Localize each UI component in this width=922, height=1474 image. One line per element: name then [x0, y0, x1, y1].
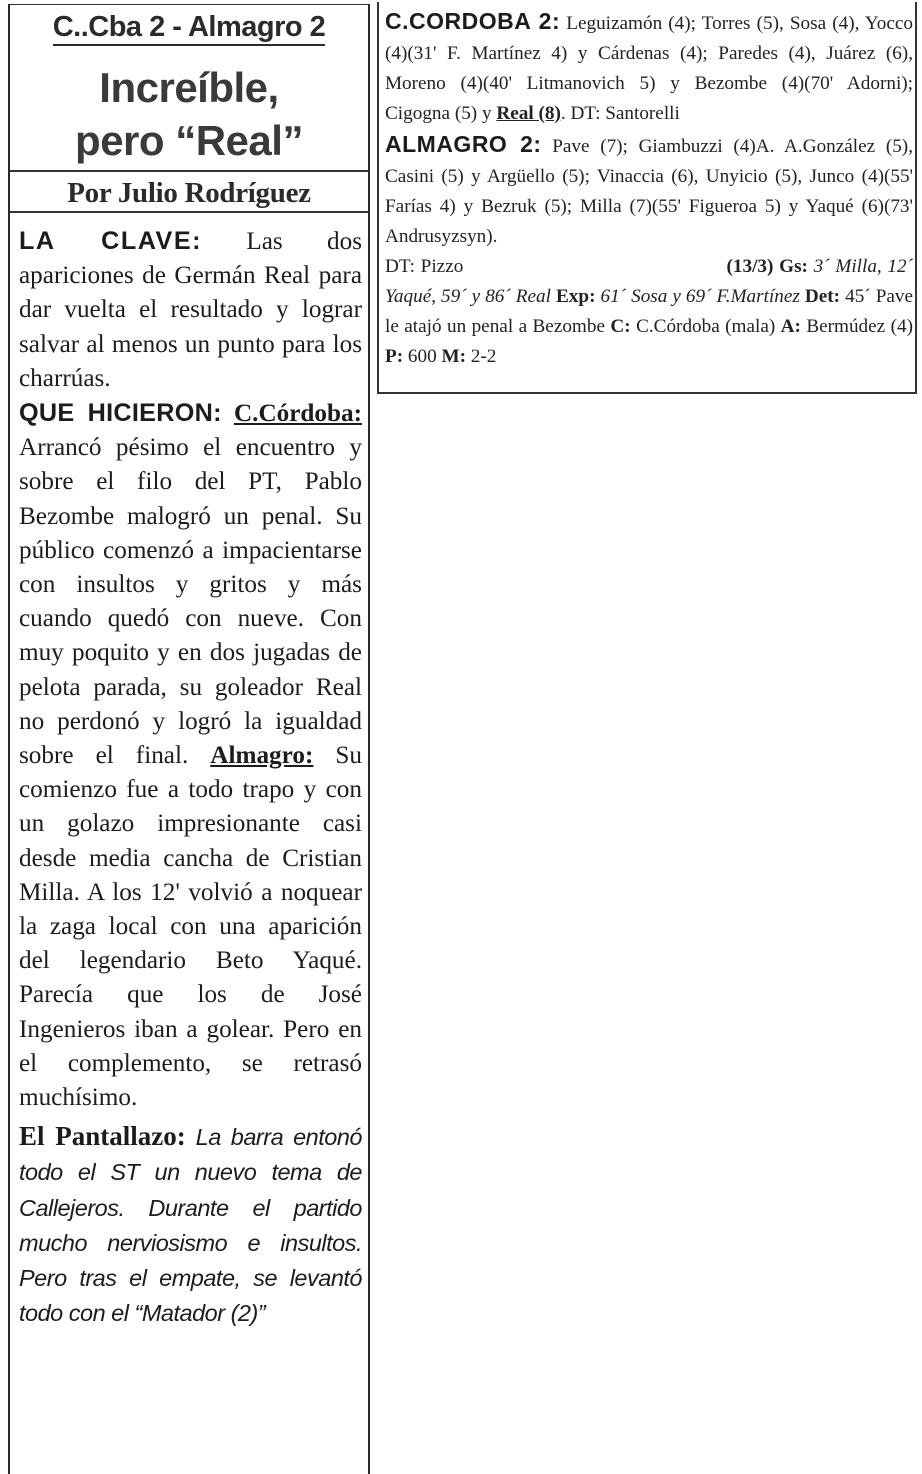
expulsions-text: 61´ Sosa y 69´ F.Martínez — [595, 286, 800, 307]
pantallazo-label: El Pantallazo: — [19, 1121, 186, 1152]
match-date: (13/3) — [726, 256, 774, 277]
team2-players: Pave (7); Giambuzzi (4)A. A.González (5), Casini (5) y Argüello (5); Vinaccia (6), Unyicio (5), Junco (4)(55' Farías 4) y Bezruk (5); Milla (7)(55' Figueroa 5) y Yaqué (6)(73' Andrusyzsyn). — [385, 136, 913, 247]
detail-text: 45´ Pave le atajó un penal a Bezombe — [385, 286, 914, 337]
team1-star-player: Real (8) — [496, 103, 561, 124]
detail-label: Det: — [804, 286, 841, 307]
clave-paragraph — [19, 224, 362, 396]
match-result-text: C..Cba 2 - Almagro 2 — [53, 11, 326, 46]
team2-lineup — [385, 129, 913, 252]
halftime-label: M: — [441, 346, 466, 367]
lineups-text — [385, 6, 913, 372]
byline: Por Julio Rodríguez — [10, 177, 368, 213]
team1-lineup — [385, 6, 913, 129]
team2-dt: DT: Pizzo — [385, 256, 464, 277]
referee-text: Bermúdez (4) — [800, 316, 913, 337]
hicieron-paragraph — [19, 396, 362, 1115]
team2-name: Almagro: — [210, 742, 314, 770]
match-details — [385, 252, 913, 372]
article-column — [8, 4, 370, 1474]
hicieron-label: QUE HICIERON: — [19, 399, 222, 428]
team2-text: Su comienzo fue a todo trapo y con un golazo impresionante casi desde media cancha de Cristian Milla. A los 12' volvió a noquear la zaga local con una aparición del legendario Beto Yaqué. Parecía que los de José Ingenieros iban a golear. Pero en el complemento, se retrasó muchísimo. — [19, 742, 362, 1112]
goals-label: Gs: — [779, 256, 808, 277]
referee-label: A: — [780, 316, 801, 337]
match-result-heading — [10, 13, 368, 42]
team2-lineup-label: ALMAGRO 2: — [385, 131, 542, 157]
headline-line-2: pero “Real” — [75, 117, 303, 164]
attendance-text: 600 — [403, 346, 442, 367]
team1-name: C.Córdoba: — [233, 400, 363, 428]
field-text: C.Córdoba (mala) — [630, 316, 781, 337]
headline-line-1: Increíble, — [99, 64, 279, 111]
expulsions-label: Exp: — [556, 286, 596, 307]
team1-dt: . DT: Santorelli — [560, 103, 680, 124]
pantallazo-paragraph — [19, 1119, 362, 1331]
field-label: C: — [610, 316, 631, 337]
halftime-text: 2-2 — [466, 346, 497, 367]
team1-text: Arrancó pésimo el encuentro y sobre el filo del PT, Pablo Bezombe malogró un penal. Su público comenzó a impacientarse con insultos y gritos y más cuando quedó con nueve. Con muy poquito y en dos jugadas de pelota parada, su goleador Real no perdonó y logró la igualdad sobre el final. — [19, 434, 362, 770]
goals-text: 3´ Milla, 12´ Yaqué, 59´ y 86´ Real — [385, 256, 914, 307]
team1-players: Leguizamón (4); Torres (5), Sosa (4), Yocco (4)(31' F. Martínez 4) y Cárdenas (4); Paredes (4), Juárez (6), Moreno (4)(40' Litmanovich 5) y Bezombe (4)(70' Adorni); Cigogna (5) y — [385, 13, 913, 124]
attendance-label: P: — [385, 346, 404, 367]
article-body — [19, 224, 362, 1332]
lineups-box — [377, 2, 917, 394]
headline — [10, 61, 368, 167]
team1-lineup-label: C.CORDOBA 2: — [385, 8, 561, 34]
clave-text: Las dos apariciones de Germán Real para dar vuelta el resultado y lograr salvar al menos un punto para los charrúas. — [19, 228, 362, 392]
headline-box — [10, 4, 368, 172]
pantallazo-text: La barra entonó todo el ST un nuevo tema de Callejeros. Durante el partido mucho nerviosismo e insultos. Pero tras el empate, se levantó todo con el “Matador (2)” — [19, 1124, 362, 1327]
clave-label: LA CLAVE: — [19, 227, 203, 255]
